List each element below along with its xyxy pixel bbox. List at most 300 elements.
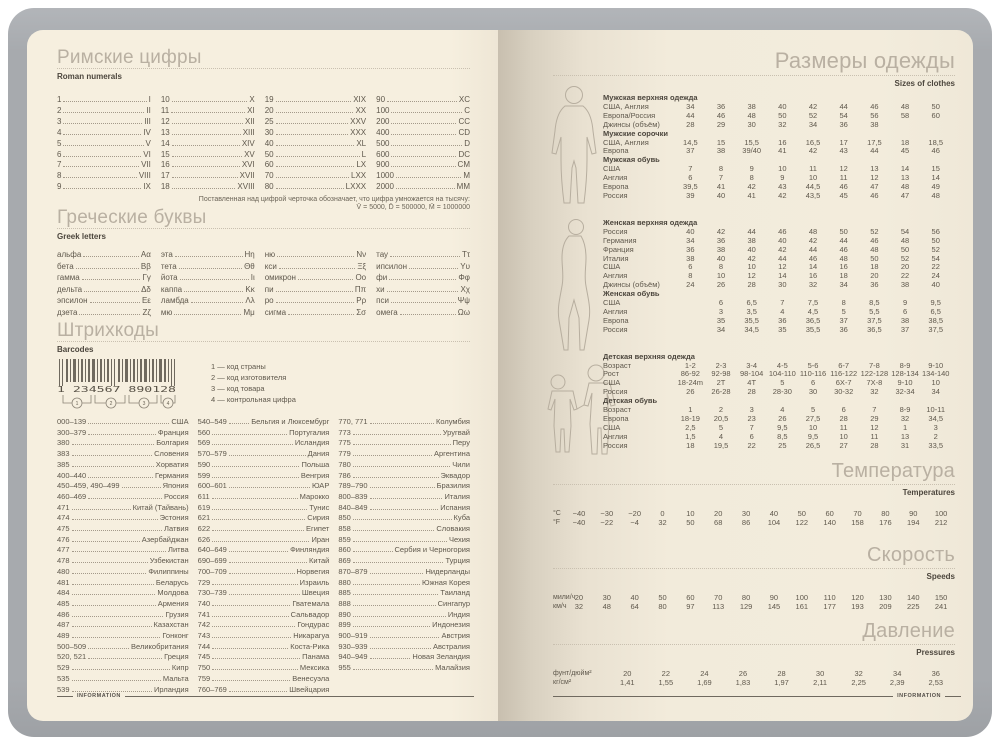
leader-key: 70 [264,171,274,181]
sizes-value: 12 [747,271,756,281]
leader-row [57,117,151,128]
leader-row [198,556,330,567]
leader-key: омикрон [264,273,296,282]
barcode-legend-item: 2 — код изготовителя [211,373,287,382]
leader-value: Ωω [457,307,470,317]
sizes-row-label: Россия [603,440,628,450]
leader-key: йота [160,273,178,282]
sizes-value: 15,5 [744,137,759,147]
sizes-value: 14 [808,262,818,272]
unit-value: 36 [931,669,940,678]
sizes-row [603,103,951,112]
unit-value: 30 [602,593,611,602]
unit-value: 32 [574,601,584,611]
leader-value: Финляндия [290,545,330,555]
leader-dots [212,434,287,435]
footer-rule [57,696,73,697]
sizes-value: 24 [931,271,940,281]
leader-dots [370,648,431,649]
sizes-group-heading: Мужская верхняя одежда [603,93,698,102]
sizes-row [603,237,951,246]
leader-key: альфа [57,250,82,259]
sizes-value: 43 [778,182,787,192]
leader-row [57,106,151,117]
leader-value: Литва [168,545,189,555]
leader-dots [229,455,306,456]
leader-key: 20 [264,105,274,115]
section-subtitle-greek: Greek letters [57,232,106,241]
sizes-value: 8 [749,173,754,183]
sizes-value: 44 [747,226,756,236]
sizes-value: 5,5 [869,306,880,316]
sizes-value: 28 [870,440,879,450]
leader-value: Χχ [460,284,470,294]
leader-row [376,95,470,106]
leader-key: кси [264,261,277,271]
leader-dots [353,444,451,445]
sizes-row-label: Россия [603,190,628,200]
leader-value: LXX [351,171,367,181]
leader-value: XXV [350,116,367,126]
leader-key: 773 [338,427,351,437]
leader-key: 700–709 [197,566,227,576]
sizes-value: 38 [747,101,756,111]
leader-key: 940–949 [338,652,368,662]
unit-value: 212 [934,517,948,527]
leader-dots [353,626,430,627]
leader-row [265,171,366,182]
leader-dots [391,145,462,146]
leader-row [57,160,151,171]
leader-value: Ρρ [356,296,367,305]
leader-row [265,182,366,193]
sizes-value: 7 [718,173,724,183]
sizes-row-label: Возраст [603,360,632,370]
leader-row [198,545,330,556]
leader-value: Армения [157,598,189,608]
unit-value: 30 [741,509,751,518]
leader-value: DC [458,149,470,159]
leader-row [338,524,470,535]
sizes-value: 7,5 [807,298,819,308]
leader-key: 474 [57,513,70,523]
leader-dots [212,519,305,520]
leader-dots [396,188,455,189]
unit-value: −40 [572,509,586,518]
sizes-value: 20,5 [713,414,729,423]
section-divider [553,644,955,645]
leader-column [57,417,189,695]
sizes-row [603,308,951,317]
sizes-value: 3 [933,422,938,432]
leader-dots [229,423,249,424]
barcode-legend-item: 3 — код товара [211,384,265,393]
leader-row [338,642,470,653]
leader-dots [212,616,288,617]
unit-value: 177 [823,601,836,611]
leader-dots [353,605,436,606]
unit-label: °C [553,510,561,517]
leader-value: Южная Корея [422,577,470,587]
section-sizes-header [553,50,955,88]
unit-value: 104 [767,517,781,527]
sizes-value: 48 [808,226,818,236]
sizes-value: 36 [686,244,695,254]
leader-value: L [361,149,367,159]
leader-value: ЮАР [311,481,330,491]
unit-value: 1,41 [619,677,635,687]
leader-row [338,631,470,642]
speed-table [553,594,955,612]
leader-dots [212,530,304,531]
sizes-value: 46 [870,101,879,111]
sizes-value: 35,5 [744,315,759,325]
sizes-value: 26,5 [805,440,821,450]
leader-row [57,674,189,685]
leader-row [57,567,189,578]
sizes-value: 128-134 [891,369,919,379]
leader-value: Иран [311,534,330,544]
unit-value: 60 [825,509,834,518]
leader-value: XX [355,105,367,115]
leader-value: Грузия [165,609,189,619]
leader-row [198,428,330,439]
leader-value: Перу [452,438,470,448]
leader-dots [72,573,147,574]
leader-key: сигма [264,307,287,317]
sizes-value: 4 [780,405,785,415]
leader-value: CM [457,160,470,170]
sizes-value: 46 [716,110,726,120]
sizes-value: 9-10 [928,360,944,370]
leader-row [57,272,151,284]
leader-row [198,449,330,460]
leader-row [376,117,470,128]
leader-dots [212,444,293,445]
sizes-value: 2 [933,431,938,441]
sizes-row-label: Англия [603,173,628,183]
leader-dots [72,444,155,445]
leader-dots [72,562,148,563]
leader-value: XC [458,95,470,104]
sizes-value: 48 [900,182,910,192]
leader-key: 560 [197,427,211,437]
leader-key: 480 [57,566,70,576]
leader-dots [172,156,242,157]
leader-value: Тунис [309,502,330,512]
leader-dots [370,423,434,424]
leader-row [57,249,151,261]
leader-value: XIV [241,138,255,148]
leader-row [338,460,470,471]
leader-key: 10 [160,95,170,104]
sizes-value: 40 [686,226,695,236]
leader-value: IV [143,127,151,137]
leader-dots [353,551,393,552]
leader-value: Гондурас [297,620,330,630]
leader-row [376,272,470,284]
sizes-value: 35 [778,324,787,334]
sizes-value: 37 [686,146,695,156]
sizes-value: 14 [778,271,787,281]
leader-row [198,481,330,492]
unit-value: 48 [602,601,611,611]
sizes-value: 110-116 [799,369,827,379]
sizes-value: 7 [749,422,754,432]
section-speed [553,546,955,612]
barcode-digits: 1 234567 890128 [57,385,177,394]
barcode-bracket-3: 3 [142,401,146,407]
sizes-value: 8 [718,164,724,174]
leader-dots [400,314,456,315]
sizes-row-label: Европа [603,146,629,156]
unit-value: 32 [658,517,667,527]
sizes-value: 34 [686,235,695,245]
sizes-row [603,317,951,326]
unit-value: 129 [739,601,753,611]
sizes-value: 22 [900,271,910,281]
leader-key: омега [376,307,398,317]
sizes-value: 5 [718,422,724,432]
sizes-group-heading: Мужская обувь [603,155,660,165]
leader-key: 485 [57,598,70,608]
sizes-row-label: Европа/Россия [603,110,656,120]
section-subtitle-temperature: Temperatures [902,488,955,497]
sizes-value: 40 [716,253,726,263]
leader-dots [389,279,456,280]
sizes-value: 52 [870,226,879,236]
leader-key: мю [160,307,173,317]
leader-value: Венгрия [300,470,330,480]
leader-dots [63,188,141,189]
leader-key: 789–790 [338,481,368,491]
leader-row [57,652,189,663]
leader-row [198,599,330,610]
leader-dots [387,291,459,292]
sizes-row-label: Джинсы (объём) [603,119,660,129]
leader-dots [172,101,248,102]
leader-dots [88,498,162,499]
barcode-bars [59,359,175,386]
leader-row [338,481,470,492]
sizes-value: 42 [808,146,818,156]
sizes-value: 8,5 [777,431,788,441]
unit-value: 150 [934,593,948,602]
sizes-row [603,442,951,451]
leader-value: Филиппины [148,566,189,576]
leader-dots [298,279,353,280]
leader-row [338,588,470,599]
sizes-row-label: Франция [603,244,634,254]
leader-row [57,150,151,161]
leader-row [198,460,330,471]
leader-key: фи [376,273,388,282]
sizes-row [603,255,951,264]
sizes-row-label: США, Англия [603,101,649,111]
unit-value: 122 [795,517,809,527]
sizes-value: 47 [900,190,910,200]
leader-row [161,261,255,273]
leader-key: 500 [376,138,390,148]
leader-key: 15 [160,149,170,159]
leader-dots [353,584,420,585]
leader-dots [63,134,141,135]
leader-dots [229,594,300,595]
leader-value: Индонезия [432,620,470,630]
unit-value: 225 [906,601,920,611]
leader-row [338,513,470,524]
right-page-footer [553,693,961,699]
sizes-value: 6-7 [838,360,850,370]
leader-row [161,95,255,106]
leader-key: 90 [376,95,386,104]
leader-key: 899 [338,620,351,630]
sizes-value: 42 [747,182,756,192]
leader-key: 930–939 [338,641,368,651]
leader-row [57,171,151,182]
sizes-value: 7X-8 [866,378,883,388]
sizes-value: 3 [749,405,754,415]
leader-key: 385 [57,459,70,469]
leader-row [198,513,330,524]
sizes-group-heading: Мужские сорочки [603,128,668,138]
sizes-value: 10 [716,271,726,281]
sizes-value: 10 [747,262,756,272]
leader-value: I [148,95,151,104]
leader-value: Никарагуа [293,631,330,641]
sizes-value: 12 [778,262,787,272]
section-title-pressure: Давление [862,620,955,642]
leader-value: Ππ [354,284,367,294]
leader-dots [212,584,298,585]
leader-row [57,588,189,599]
leader-value: Ζζ [142,307,151,317]
unit-value: 40 [630,593,639,602]
leader-key: 621 [197,513,211,523]
leader-key: 18 [160,182,170,192]
leader-value: II [146,105,151,115]
sizes-value: 54 [931,253,940,263]
leader-value: Китай [309,556,330,566]
leader-dots [72,691,153,692]
unit-value: 209 [879,601,892,611]
leader-key: ню [264,250,276,259]
unit-value: −30 [600,509,614,518]
leader-key: 60 [264,160,274,170]
sizes-value: 98-104 [740,369,764,379]
leader-row [161,117,255,128]
leader-key: 859 [338,534,351,544]
unit-value: 22 [661,669,671,678]
leader-key: каппа [160,284,183,294]
leader-dots [63,145,143,146]
leader-dots [229,691,287,692]
leader-dots [184,291,243,292]
leader-value: Ττ [461,250,470,259]
leader-key: тау [376,250,389,259]
sizes-value: 104-110 [768,369,796,379]
leader-key: ро [264,296,274,305]
leader-row [198,578,330,589]
leader-key: 11 [160,105,170,115]
leader-row [57,449,189,460]
unit-value: 120 [851,593,864,602]
leader-key: 570–579 [197,449,227,459]
leader-dots [84,291,139,292]
leader-value: Гонконг [162,631,189,641]
leader-row [57,428,189,439]
left-page [27,30,498,721]
leader-row [265,139,366,150]
unit-value: 1,83 [735,677,751,687]
unit-value: 194 [906,517,920,527]
leader-key: 626 [197,534,211,544]
leader-column [198,417,330,695]
leader-dots [229,573,295,574]
leader-key: тета [160,261,177,271]
sizes-value: 36 [716,235,726,245]
leader-dots [276,291,353,292]
sizes-value: 11 [809,164,817,174]
leader-value: Кипр [171,663,189,673]
section-divider [57,228,470,229]
leader-dots [88,477,153,478]
sizes-value: 38 [686,253,695,263]
leader-value: Υυ [460,261,470,271]
leader-dots [72,519,158,520]
leader-dots [387,101,457,102]
leader-key: 740 [197,598,211,608]
leader-key: 1000 [376,171,394,181]
leader-row [338,567,470,578]
leader-row [198,471,330,482]
leader-value: LXXX [345,182,367,192]
leader-value: Ηη [244,250,255,259]
leader-row [198,631,330,642]
sizes-block [603,94,951,201]
leader-key: 741 [197,609,211,619]
sizes-row [603,165,951,174]
leader-key: 786 [338,470,351,480]
sizes-value: 4 [780,306,785,316]
leader-value: Австрия [441,631,470,641]
leader-row [198,642,330,653]
leader-key: 599 [197,470,211,480]
unit-label: кг/см² [553,678,572,686]
sizes-value: 34,5 [744,324,759,334]
leader-value: Ιι [250,273,255,282]
leader-row [265,128,366,139]
leader-row [161,182,255,193]
sizes-value: 32 [900,414,910,423]
roman-note-line1: Поставленная над цифрой черточка обозначает, что цифра умножается на тысячу: [198,196,470,204]
sizes-value: 40 [747,244,756,254]
sizes-value: 41 [778,146,787,156]
unit-value: 40 [769,509,779,518]
unit-value: 26 [738,669,748,678]
unit-value: 34 [893,669,902,678]
unit-value: 113 [712,601,725,611]
leader-value: Венесуэла [292,673,330,683]
sizes-value: 47 [870,182,879,192]
sizes-value: 6 [718,298,724,308]
leader-dots [72,541,140,542]
unit-value: 2,25 [851,677,866,687]
sizes-value: 34,5 [928,414,944,423]
sizes-value: 9 [749,164,754,174]
sizes-value: 18 [686,440,695,450]
leader-row [338,492,470,503]
